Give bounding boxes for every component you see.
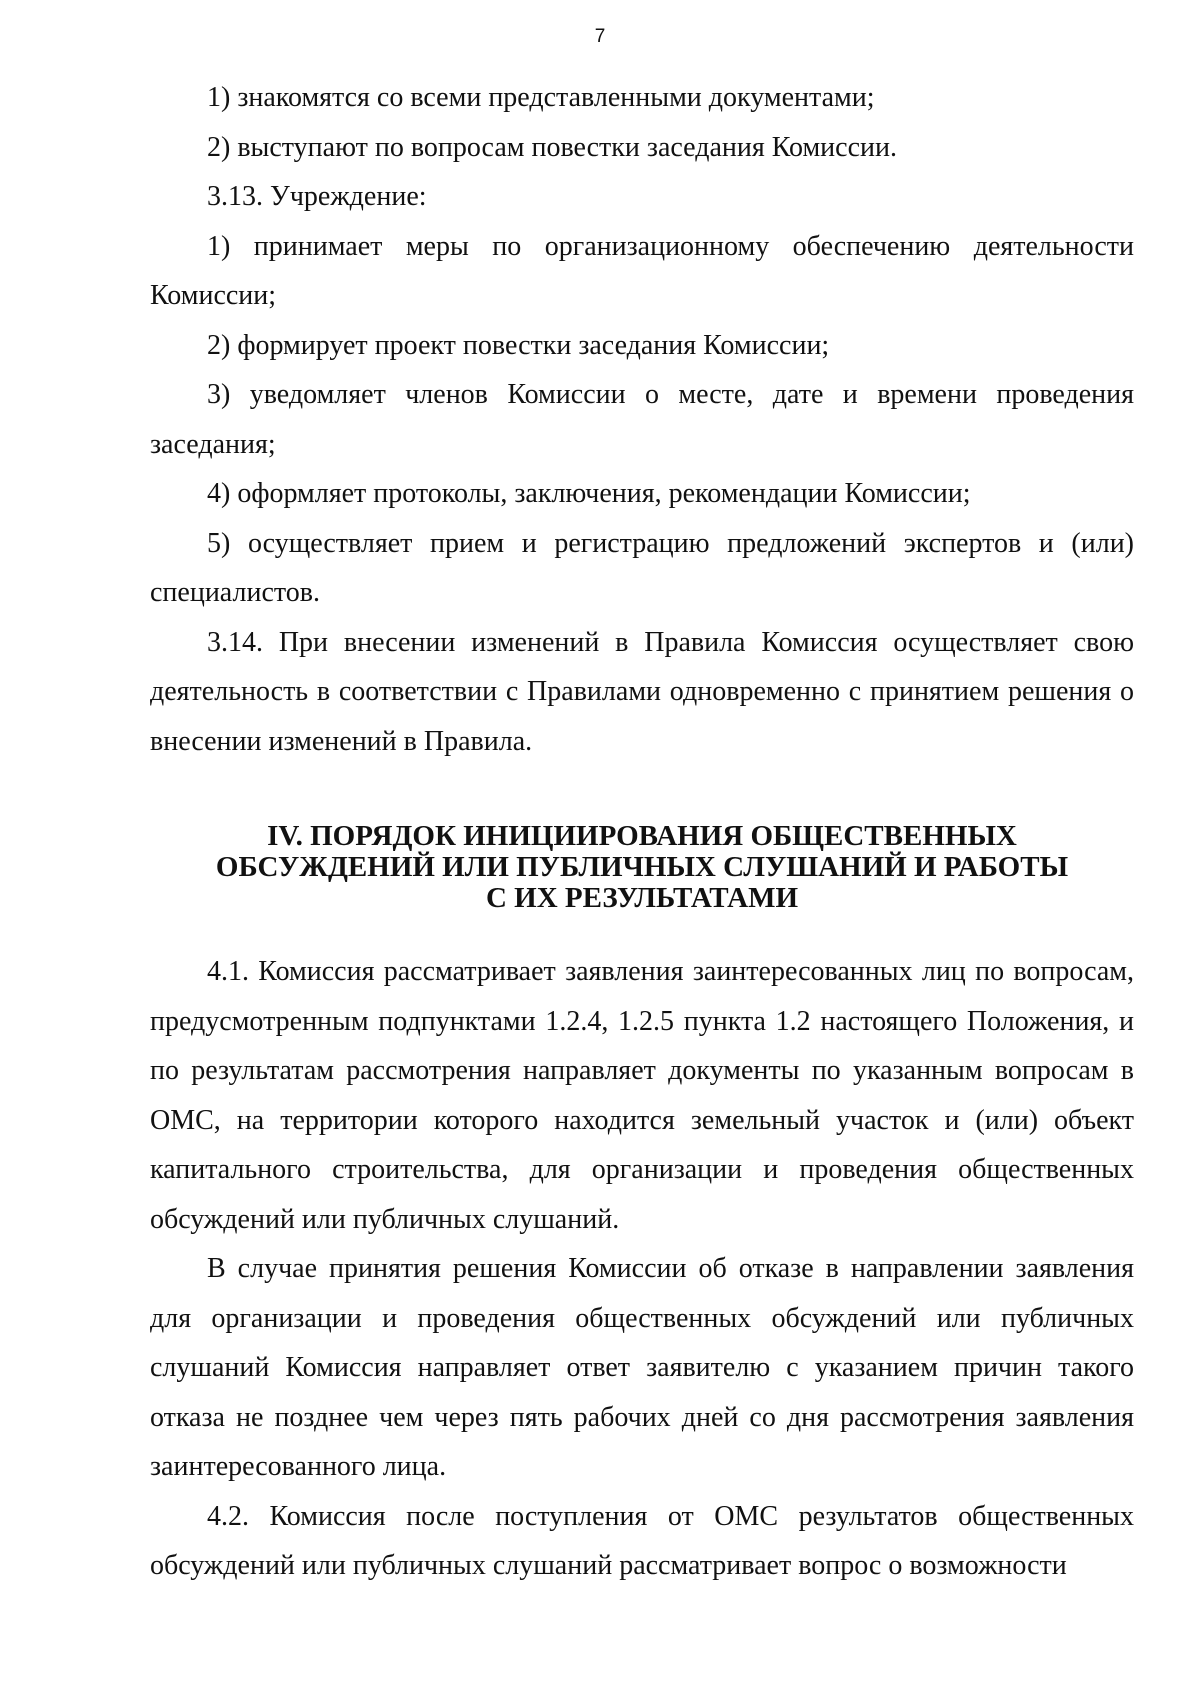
- paragraph: 3) уведомляет членов Комиссии о месте, дате и времени проведения заседания;: [150, 379, 1134, 460]
- paragraph: 2) выступают по вопросам повестки заседания Комиссии.: [207, 131, 897, 163]
- paragraph: 4.1. Комиссия рассматривает заявления заинтересованных лиц по вопросам, предусмотренным подпунктами 1.2.4, 1.2.5 пункта 1.2 настоящего Положения, и по результатам рассмотрения направляет документы по указанным вопросам в ОМС, на территории которого находится земельный участок и (или) объект капитального строительства, для организации и проведения общественных обсуждений или публичных слушаний.: [150, 956, 1134, 1235]
- section-heading: [150, 821, 1134, 914]
- section-heading-line: ОБСУЖДЕНИЙ ИЛИ ПУБЛИЧНЫХ СЛУШАНИЙ И РАБОТЫ: [215, 851, 1069, 883]
- page-number: 7: [594, 26, 606, 47]
- document-body: [150, 73, 1134, 1591]
- paragraph: 5) осуществляет прием и регистрацию предложений экспертов и (или) специалистов.: [150, 527, 1134, 608]
- section-heading-line: С ИХ РЕЗУЛЬТАТАМИ: [485, 882, 799, 914]
- paragraph: 3.14. При внесении изменений в Правила Комиссия осуществляет свою деятельность в соответствии с Правилами одновременно с принятием решения о внесении изменений в Правила.: [150, 626, 1134, 757]
- paragraph: В случае принятия решения Комиссии об отказе в направлении заявления для организации и проведения общественных обсуждений или публичных слушаний Комиссия направляет ответ заявителю с указанием причин такого отказа не позднее чем через пять рабочих дней со дня рассмотрения заявления заинтересованного лица.: [150, 1253, 1134, 1482]
- paragraph: 4.2. Комиссия после поступления от ОМС результатов общественных обсуждений или публичных слушаний рассматривает вопрос о возможности: [150, 1500, 1134, 1581]
- paragraph: 1) знакомятся со всеми представленными документами;: [207, 82, 875, 113]
- section-heading-line: IV. ПОРЯДОК ИНИЦИИРОВАНИЯ ОБЩЕСТВЕННЫХ: [267, 820, 1017, 852]
- paragraph: 3.13. Учреждение:: [207, 181, 427, 212]
- paragraph: 1) принимает меры по организационному обеспечению деятельности Комиссии;: [150, 230, 1134, 311]
- paragraph: 4) оформляет протоколы, заключения, рекомендации Комиссии;: [207, 478, 971, 509]
- paragraph: 2) формирует проект повестки заседания Комиссии;: [207, 329, 830, 361]
